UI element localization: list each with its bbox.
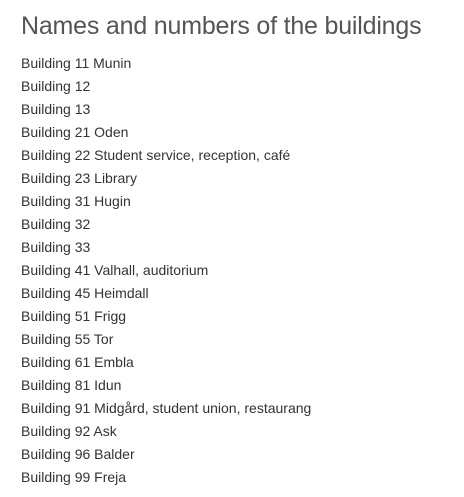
list-item: Building 33 bbox=[21, 239, 91, 255]
building-list bbox=[21, 52, 311, 489]
list-item: Building 81 Idun bbox=[21, 377, 122, 393]
list-item: Building 21 Oden bbox=[21, 124, 129, 140]
page-title: Names and numbers of the buildings bbox=[21, 12, 422, 40]
list-item: Building 55 Tor bbox=[21, 331, 114, 347]
list-item: Building 22 Student service, reception, café bbox=[21, 147, 291, 163]
list-item: Building 45 Heimdall bbox=[21, 285, 149, 301]
list-item: Building 23 Library bbox=[21, 170, 137, 186]
list-item: Building 13 bbox=[21, 101, 91, 117]
list-item: Building 92 Ask bbox=[21, 423, 117, 439]
list-item: Building 31 Hugin bbox=[21, 193, 131, 209]
list-item: Building 32 bbox=[21, 216, 91, 232]
list-item: Building 41 Valhall, auditorium bbox=[21, 262, 209, 278]
list-item: Building 51 Frigg bbox=[21, 308, 127, 324]
list-item: Building 12 bbox=[21, 78, 91, 94]
list-item: Building 91 Midgård, student union, restaurang bbox=[21, 400, 312, 416]
list-item: Building 11 Munin bbox=[21, 55, 132, 71]
list-item: Building 99 Freja bbox=[21, 469, 127, 485]
list-item: Building 96 Balder bbox=[21, 446, 135, 462]
list-item: Building 61 Embla bbox=[21, 354, 134, 370]
